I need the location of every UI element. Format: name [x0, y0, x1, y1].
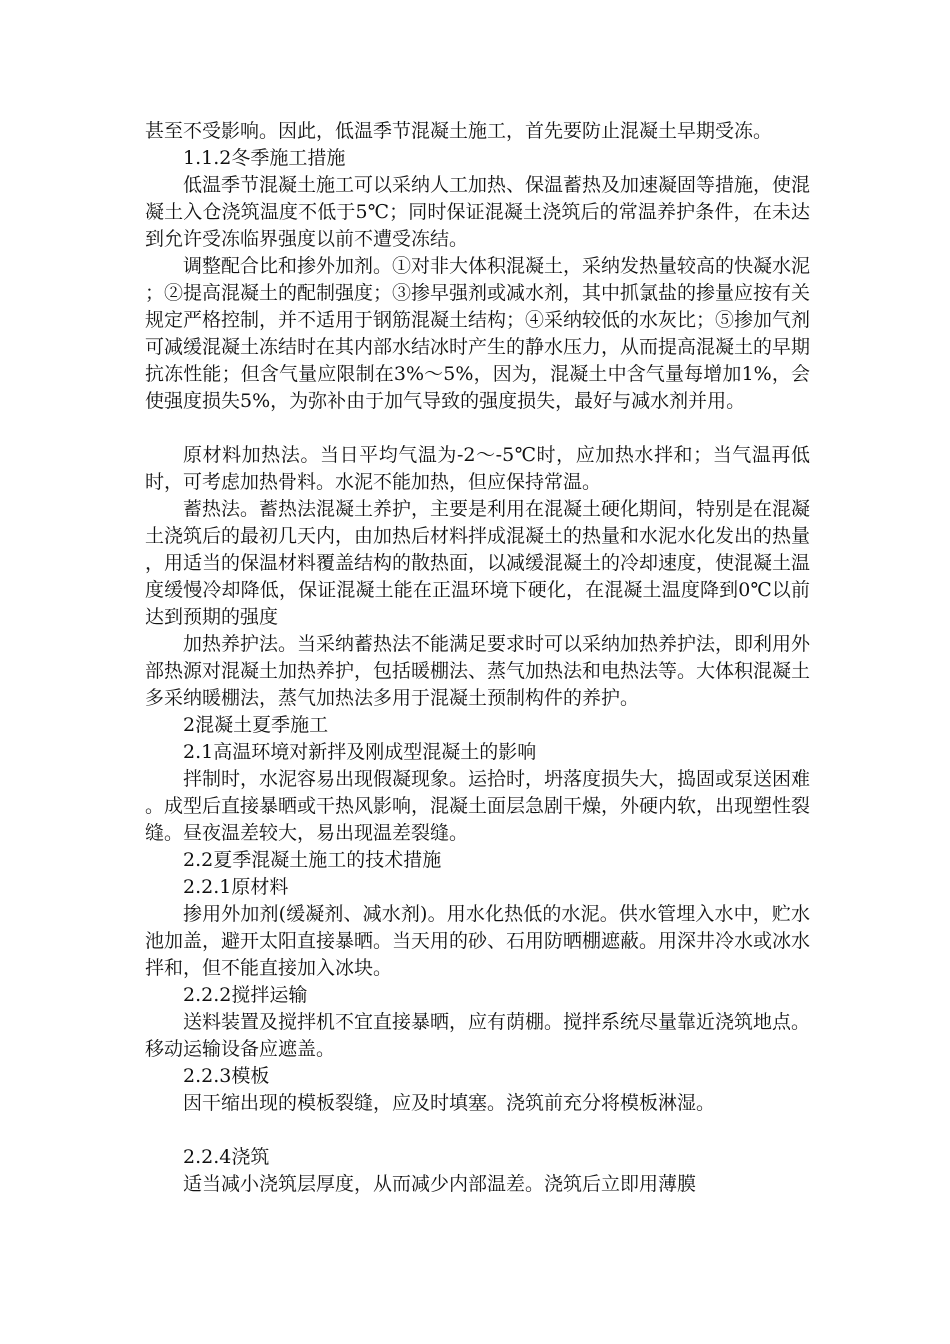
paragraph: 2.2.4浇筑 — [183, 1146, 270, 1168]
paragraph: 2.2.1原材料 — [183, 876, 289, 898]
paragraph: 掺用外加剂(缓凝剂、减水剂)。用水化热低的水泥。供水管埋入水中，贮水池加盖，避开太阳直接暴晒。当天用的砂、石用防晒棚遮蔽。用深井冷水或冰水拌和，但不能直接加入冰块。 — [145, 903, 811, 979]
paragraph: 送料装置及搅拌机不宜直接暴晒，应有荫棚。搅拌系统尽量靠近浇筑地点。移动运输设备应遮盖。 — [145, 1011, 811, 1060]
paragraph: 因干缩出现的模板裂缝，应及时填塞。浇筑前充分将模板淋湿。 — [183, 1092, 716, 1114]
paragraph: 2.2.3模板 — [183, 1065, 270, 1087]
paragraph: 甚至不受影响。因此，低温季节混凝土施工，首先要防止混凝土早期受冻。 — [145, 120, 773, 142]
paragraph: 适当减小浇筑层厚度，从而减少内部温差。浇筑后立即用薄膜 — [183, 1173, 697, 1195]
paragraph: 加热养护法。当采纳蓄热法不能满足要求时可以采纳加热养护法，即利用外部热源对混凝土加热养护，包括暖棚法、蒸气加热法和电热法等。大体积混凝土多采纳暖棚法，蒸气加热法多用于混凝土预制构件的养护。 — [145, 633, 811, 709]
paragraph: 1.1.2冬季施工措施 — [183, 147, 346, 169]
paragraph: 2.2.2搅拌运输 — [183, 984, 308, 1006]
paragraph: 2混凝土夏季施工 — [183, 714, 329, 736]
document-page — [145, 118, 810, 1198]
paragraph: 低温季节混凝土施工可以采纳人工加热、保温蓄热及加速凝固等措施，使混凝土入仓浇筑温度不低于5℃；同时保证混凝土浇筑后的常温养护条件，在未达到允许受冻临界强度以前不遭受冻结。 — [145, 174, 811, 250]
paragraph: 调整配合比和掺外加剂。①对非大体积混凝土，采纳发热量较高的快凝水泥；②提高混凝土的配制强度；③掺早强剂或减水剂，其中抓氯盐的掺量应按有关规定严格控制，并不适用于钢筋混凝土结构；④采纳较低的水灰比；⑤掺加气剂可减缓混凝土冻结时在其内部水结冰时产生的静水压力，从而提高混凝土的早期抗冻性能；但含气量应限制在3%～5%，因为，混凝土中含气量每增加1%，会使强度损失5%，为弥补由于加气导致的强度损失，最好与减水剂并用。 — [145, 255, 811, 412]
paragraph: 2.1高温环境对新拌及刚成型混凝土的影响 — [183, 741, 537, 763]
paragraph: 2.2夏季混凝土施工的技术措施 — [183, 849, 442, 871]
paragraph: 拌制时，水泥容易出现假凝现象。运拾时，坍落度损失大，捣固或泵送困难。成型后直接暴晒或干热风影响，混凝土面层急剧干燥，外硬内软，出现塑性裂缝。昼夜温差较大，易出现温差裂缝。 — [145, 768, 811, 844]
paragraph: 蓄热法。蓄热法混凝土养护，主要是利用在混凝土硬化期间，特别是在混凝土浇筑后的最初几天内，由加热后材料拌成混凝土的热量和水泥水化发出的热量，用适当的保温材料覆盖结构的散热面，以减缓混凝土的冷却速度，使混凝土温度缓慢冷却降低，保证混凝土能在正温环境下硬化，在混凝土温度降到0℃以前达到预期的强度 — [145, 498, 811, 628]
paragraph: 原材料加热法。当日平均气温为-2～-5℃时，应加热水拌和；当气温再低时，可考虑加热骨料。水泥不能加热，但应保持常温。 — [145, 444, 810, 493]
